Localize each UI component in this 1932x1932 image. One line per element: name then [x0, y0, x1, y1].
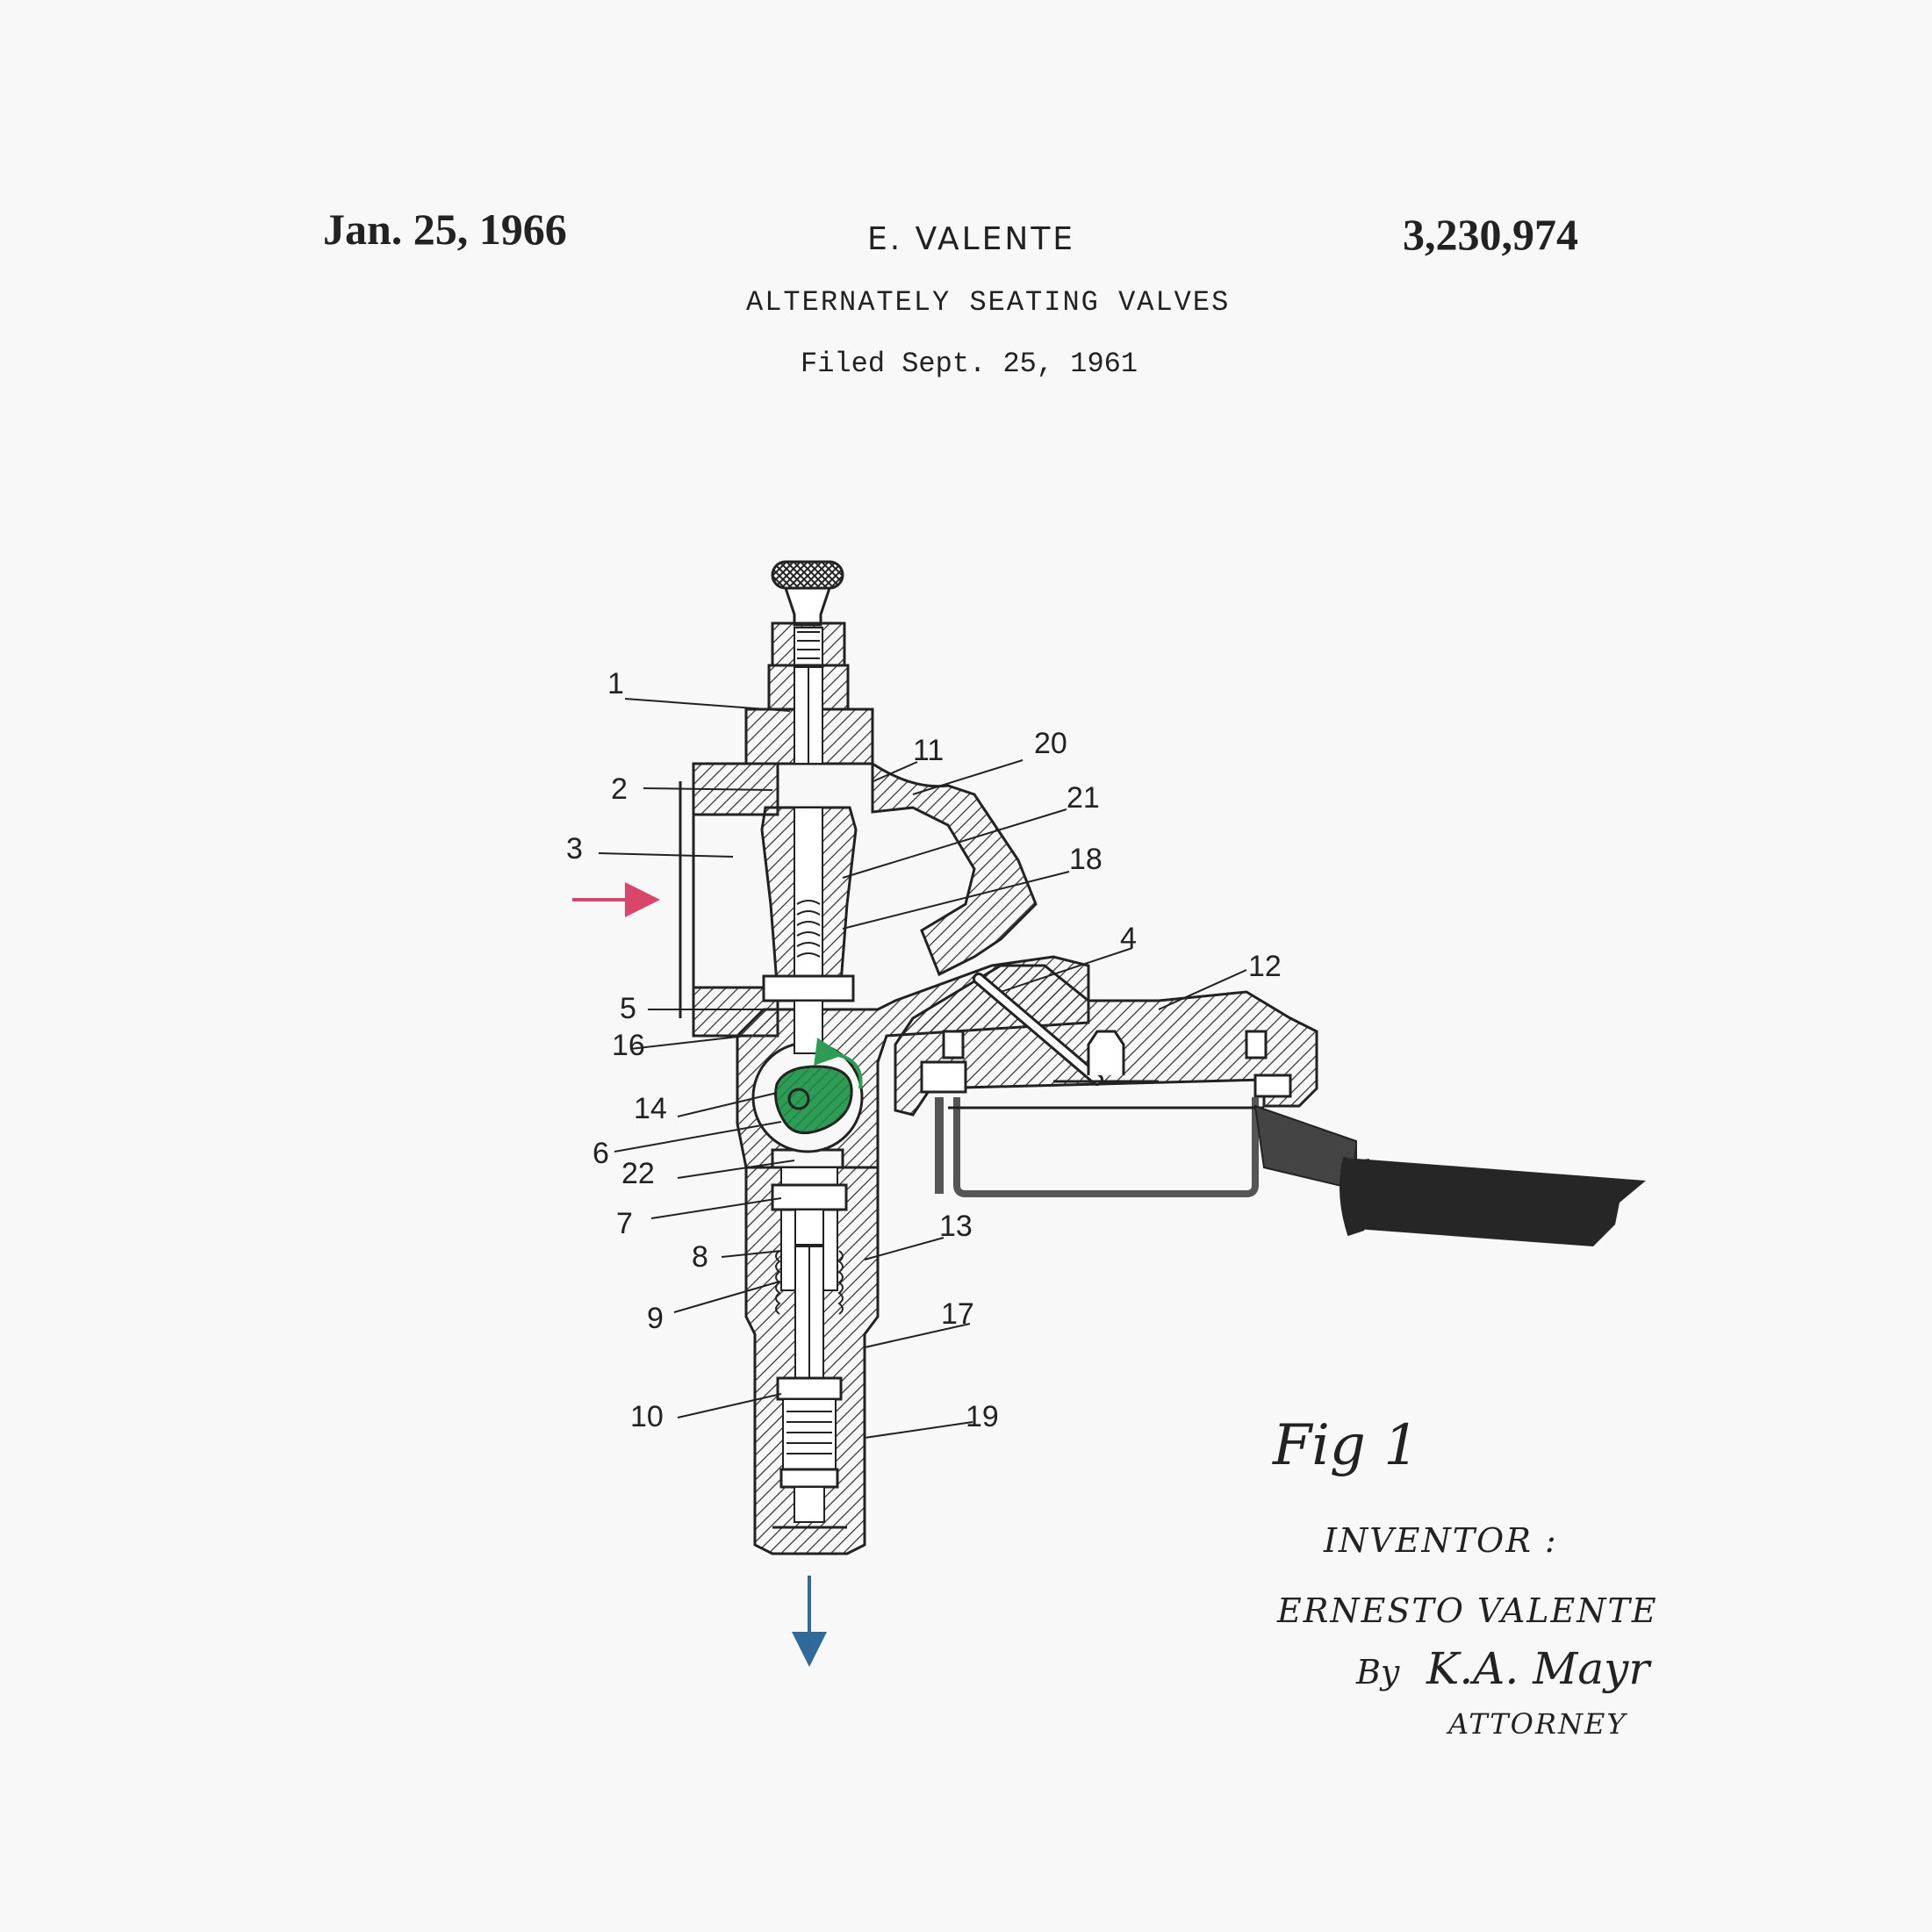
filing-date: Filed Sept. 25, 1961 [801, 348, 1138, 380]
ref-5: 5 [620, 992, 636, 1025]
attorney-caption: ATTORNEY [1448, 1707, 1627, 1741]
inventor-caption: INVENTOR : [1324, 1521, 1558, 1560]
ref-22: 22 [621, 1157, 655, 1190]
ref-4: 4 [1120, 922, 1137, 955]
ref-10: 10 [630, 1400, 664, 1433]
ref-9: 9 [647, 1302, 664, 1335]
ref-20: 20 [1034, 727, 1067, 760]
figure-label: Fig 1 [1273, 1413, 1419, 1478]
ref-12: 12 [1248, 950, 1282, 983]
housing-arm [873, 764, 1036, 974]
ref-18: 18 [1069, 843, 1102, 876]
bonnet [746, 623, 873, 764]
knob [772, 562, 843, 625]
ref-11: 11 [913, 734, 944, 767]
ref-21: 21 [1067, 781, 1100, 815]
bracket [939, 1097, 1264, 1194]
ref-2: 2 [611, 772, 628, 806]
attorney-signature: K.A. Mayr [1426, 1643, 1650, 1694]
patent-date: Jan. 25, 1966 [323, 205, 567, 254]
ref-3: 3 [566, 832, 583, 865]
ref-7: 7 [616, 1207, 633, 1240]
inventor-name-header: E. VALENTE [867, 221, 1076, 257]
inventor-full-name: ERNESTO VALENTE [1277, 1591, 1658, 1630]
ref-14: 14 [634, 1092, 667, 1125]
patent-title: ALTERNATELY SEATING VALVES [746, 286, 1231, 319]
lower-body [746, 1167, 878, 1554]
ref-16: 16 [612, 1029, 645, 1062]
handle [1255, 1106, 1646, 1246]
ref-17: 17 [941, 1297, 974, 1331]
ref-8: 8 [692, 1240, 708, 1274]
by-label: By [1356, 1653, 1400, 1691]
ref-13: 13 [939, 1210, 973, 1243]
ref-19: 19 [966, 1400, 999, 1433]
patent-number: 3,230,974 [1403, 210, 1578, 259]
ref-1: 1 [607, 667, 624, 700]
ref-6: 6 [593, 1137, 609, 1170]
